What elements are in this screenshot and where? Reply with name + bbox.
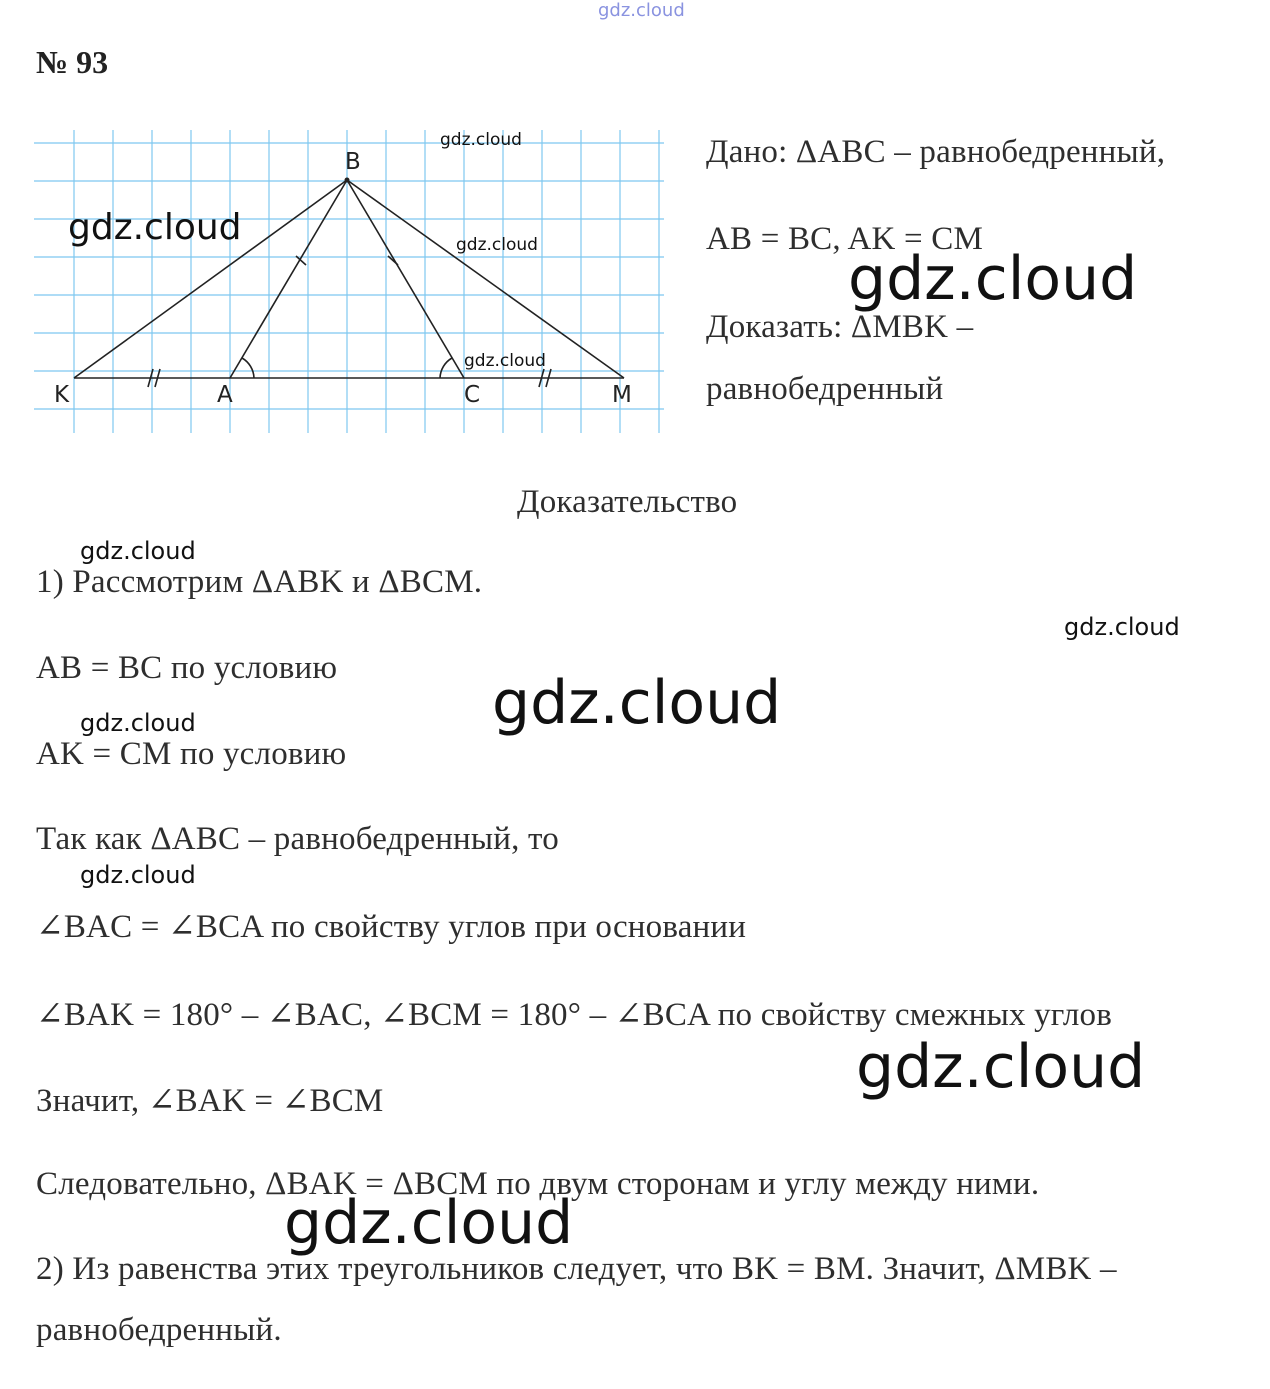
proof-heading: Доказательство [517, 484, 738, 520]
watermark: gdz.cloud [1064, 613, 1180, 641]
watermark-top: gdz.cloud [598, 0, 685, 21]
angle-arc-c [440, 358, 452, 378]
watermark: gdz.cloud [440, 130, 522, 150]
proof-eq-1: AB = BC по условию [36, 650, 338, 686]
segment-bc [347, 180, 464, 378]
watermark: gdz.cloud [456, 235, 538, 255]
proof-step-2: 2) Из равенства этих треугольников следует, что BK = BM. Значит, ΔMBK – [36, 1251, 1117, 1287]
watermark: gdz.cloud [68, 207, 242, 248]
proof-since: Так как ΔABC – равнобедренный, то [36, 821, 559, 857]
watermark: gdz.cloud [80, 861, 196, 889]
proof-conclusion: Следовательно, ΔBAK = ΔBCM по двум сторонам и углу между ними. [36, 1166, 1040, 1202]
point-a-label: A [217, 382, 233, 408]
proof-eq-2: AK = CM по условию [36, 736, 347, 772]
angle-arc-a [242, 358, 254, 378]
watermark-large: gdz.cloud [492, 668, 782, 738]
given-line-1: Дано: ΔABC – равнобедренный, [706, 134, 1166, 170]
given-line-3: Доказать: ΔMBK – [706, 309, 974, 345]
proof-step-1: 1) Рассмотрим ΔABK и ΔBCM. [36, 564, 483, 600]
watermark-large: gdz.cloud [284, 1188, 574, 1258]
watermark-large: gdz.cloud [848, 244, 1138, 314]
point-k-label: K [54, 382, 70, 408]
segment-ba [230, 180, 347, 378]
grid [34, 130, 664, 433]
proof-angles-base: ∠BAC = ∠BCA по свойству углов при основании [36, 909, 747, 945]
point-b-label: B [345, 149, 361, 175]
triangle-figure [34, 125, 670, 437]
proof-adjacent: ∠BAK = 180° – ∠BAC, ∠BCM = 180° – ∠BCA по свойству смежных углов [36, 997, 1113, 1033]
watermark: gdz.cloud [464, 351, 546, 371]
watermark: gdz.cloud [80, 709, 196, 737]
proof-therefore: Значит, ∠BAK = ∠BCM [36, 1083, 384, 1119]
watermark-large: gdz.cloud [856, 1032, 1146, 1102]
problem-title: № 93 [36, 44, 109, 80]
given-line-4: равнобедренный [706, 371, 944, 407]
watermark: gdz.cloud [80, 537, 196, 565]
given-line-2: AB = BC, AK = CM [706, 221, 983, 257]
point-m-label: M [612, 382, 632, 408]
proof-step-2-cont: равнобедренный. [36, 1312, 282, 1348]
segment-bm [347, 180, 624, 378]
point-c-label: C [464, 382, 481, 408]
